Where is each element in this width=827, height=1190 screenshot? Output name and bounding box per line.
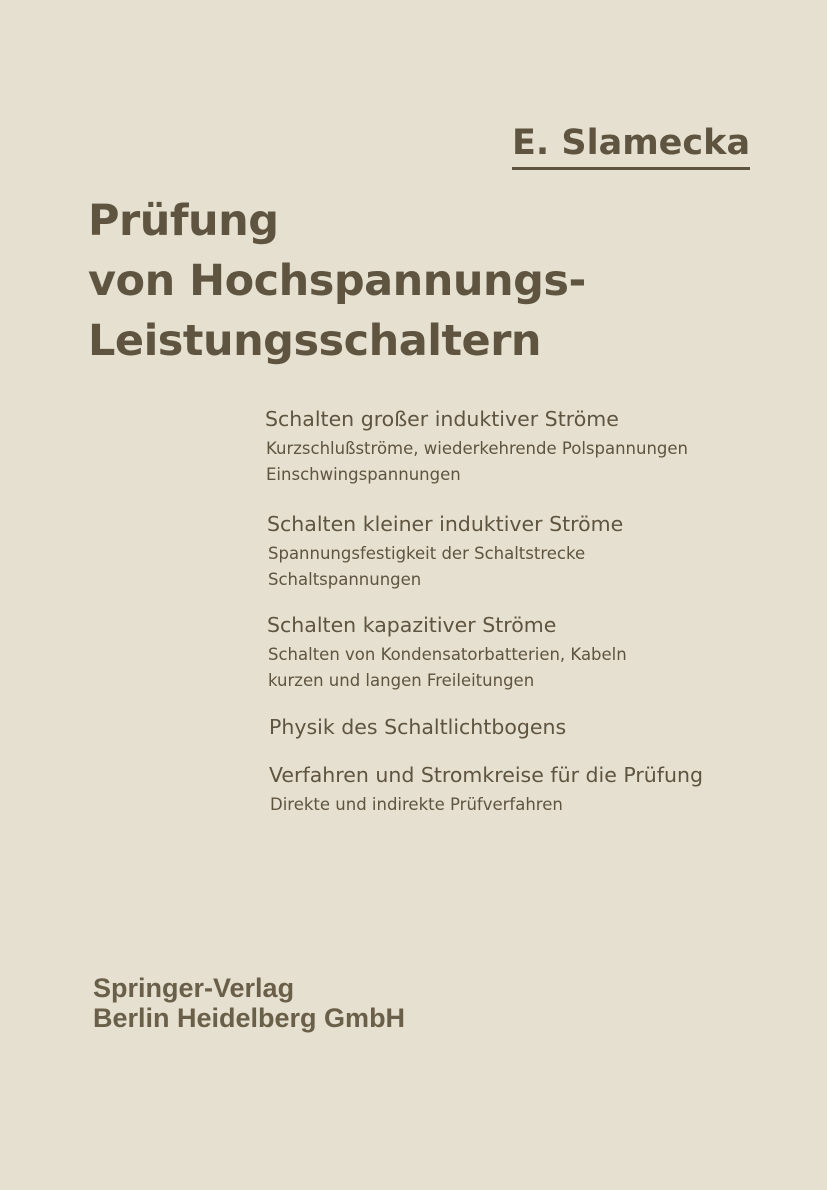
contents-section [267, 507, 623, 593]
book-title [88, 191, 586, 371]
publisher-imprint [93, 973, 405, 1033]
section-subtopic: Kurzschlußströme, wiederkehrende Polspannungen [266, 439, 689, 458]
title-line: Leistungsschaltern [88, 316, 542, 366]
section-heading: Schalten großer induktiver Ströme [265, 407, 619, 431]
section-subtopic: Schaltspannungen [268, 570, 422, 589]
section-subtopic: kurzen und langen Freileitungen [268, 671, 535, 690]
title-line: Prüfung [88, 196, 279, 246]
section-heading: Schalten kleiner induktiver Ströme [267, 512, 624, 536]
section-subtopic: Schalten von Kondensatorbatterien, Kabeln [268, 645, 627, 664]
contents-section [269, 710, 566, 744]
section-subtopic: Direkte und indirekte Prüfverfahren [270, 795, 563, 814]
section-subtopic: Spannungsfestigkeit der Schaltstrecke [268, 544, 586, 563]
section-subtopic: Einschwingspannungen [266, 465, 461, 484]
section-heading: Schalten kapazitiver Ströme [267, 613, 557, 637]
title-line: von Hochspannungs- [88, 256, 586, 306]
publisher-name: Springer-Verlag [93, 973, 295, 1003]
contents-section [265, 402, 688, 488]
section-heading: Physik des Schaltlichtbogens [269, 715, 567, 739]
publisher-location: Berlin Heidelberg GmbH [93, 1003, 406, 1033]
author-name: E. Slamecka [512, 121, 750, 170]
contents-section [269, 758, 703, 818]
contents-section [267, 608, 627, 694]
section-heading: Verfahren und Stromkreise für die Prüfung [269, 763, 703, 787]
